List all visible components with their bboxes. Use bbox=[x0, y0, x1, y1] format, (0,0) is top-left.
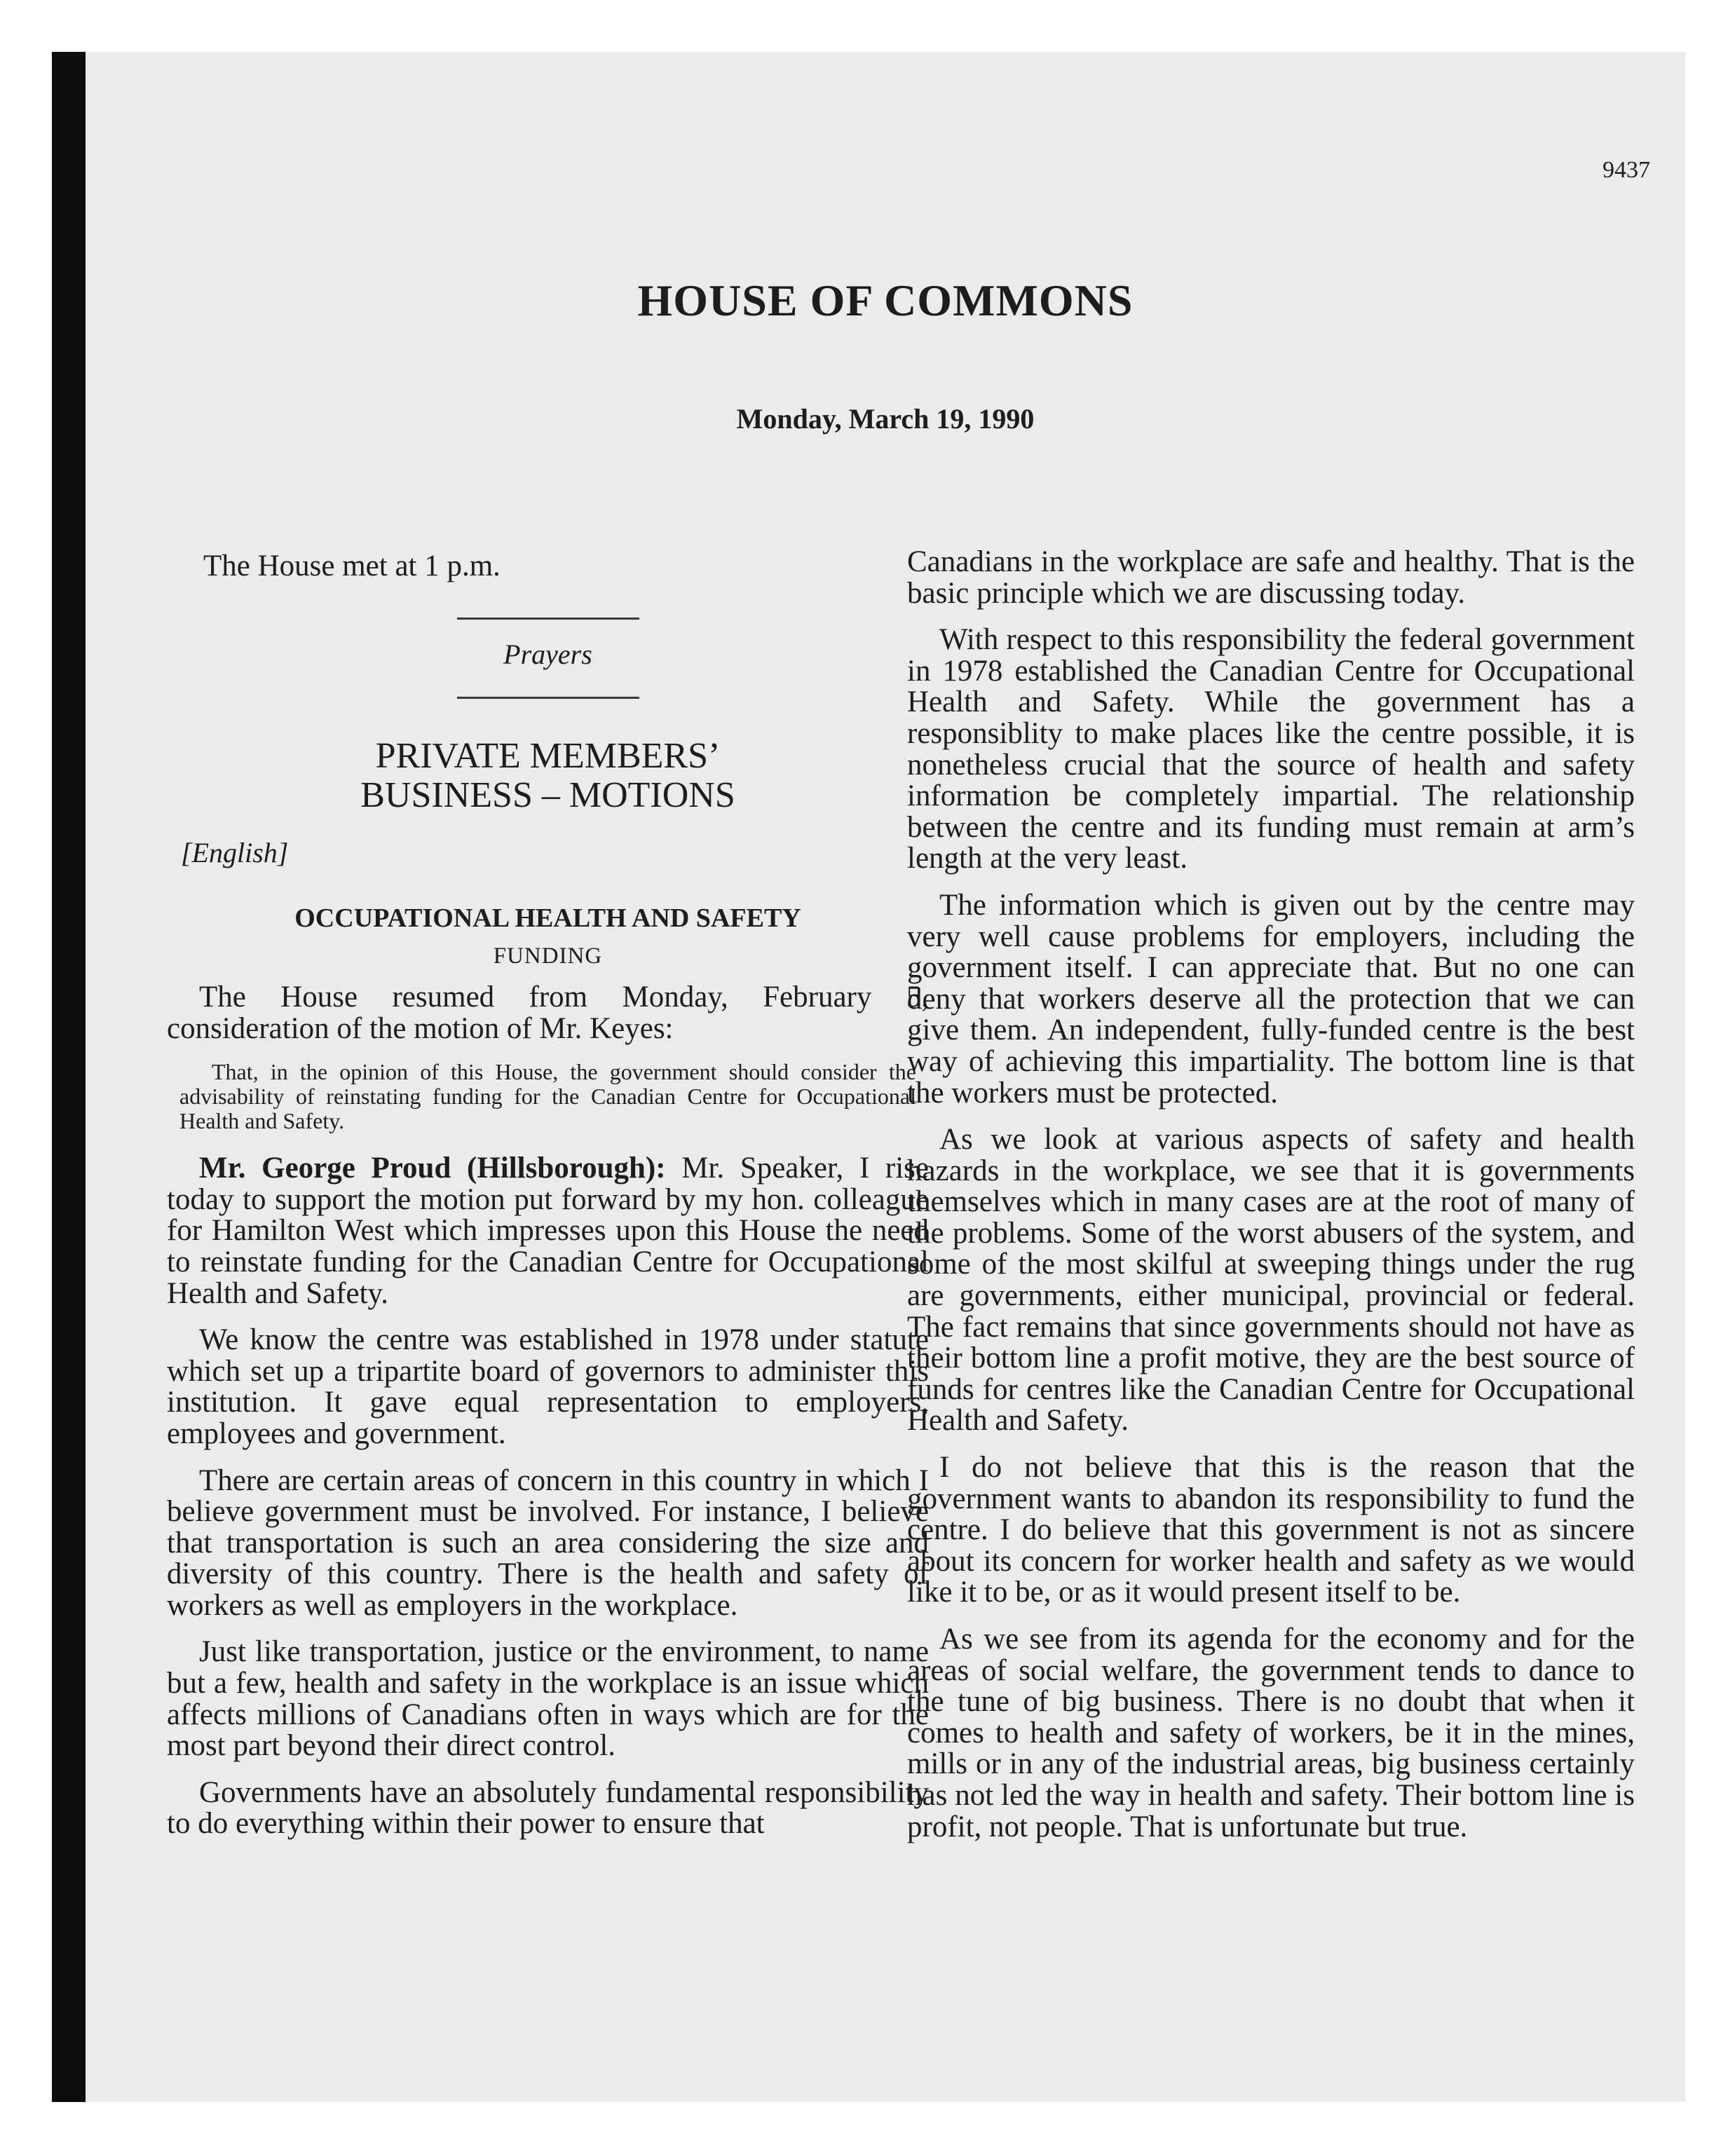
subject-subheading: FUNDING bbox=[493, 943, 603, 969]
speech-paragraph: Governments have an absolutely fundamental responsibility to do everything within their power to ensure that bbox=[167, 1775, 929, 1841]
speech-paragraph: With respect to this responsibility the federal government in 1978 established the Canadian Centre for Occupational Health and Safety. While the government has a responsiblity to make places like the centre possible, it is nonetheless crucial that the source of health and safety information be completely impartial. The relationship between the centre and its funding must remain at arm’s length at the very least. bbox=[907, 623, 1635, 875]
divider-rule bbox=[457, 697, 639, 699]
sitting-date: Monday, March 19, 1990 bbox=[736, 403, 1035, 435]
speech-paragraph: I do not believe that this is the reason that the government wants to abandon its responsibility to fund the centre. I do believe that this government is not as sincere about its concern for worker health and safety as we would like it to be, or as it would present itself to be. bbox=[907, 1451, 1635, 1609]
speech-paragraph: Just like transportation, justice or the environment, to name but a few, health and safety in the workplace is an issue which affects millions of Canadians often in ways which are for the most part beyond their direct control. bbox=[167, 1635, 929, 1763]
divider-rule bbox=[457, 618, 639, 620]
resumed-paragraph: The House resumed from Monday, February 5, consideration of the motion of Mr. Keyes: bbox=[167, 980, 929, 1045]
business-heading bbox=[167, 737, 929, 815]
business-heading-line: BUSINESS – MOTIONS bbox=[360, 775, 735, 816]
speech-paragraph: There are certain areas of concern in this country in which I believe government must be involved. For instance, I believe that transportation is such an area considering the size and diversity of this country. There is the health and safety of workers as well as employers in the workplace. bbox=[167, 1464, 929, 1622]
motion-text: That, in the opinion of this House, the government should consider the advisability of reinstating funding for the Canadian Centre for Occupational Health and Safety. bbox=[179, 1059, 916, 1134]
business-heading-line: PRIVATE MEMBERS’ bbox=[375, 736, 721, 777]
speech-paragraph: We know the centre was established in 1978 under statute which set up a tripartite board of governors to administer this institution. It gave equal representation to employers, employees and government. bbox=[167, 1323, 929, 1450]
masthead-title: HOUSE OF COMMONS bbox=[637, 275, 1134, 325]
prayers-heading: Prayers bbox=[503, 638, 592, 670]
subject-heading: OCCUPATIONAL HEALTH AND SAFETY bbox=[294, 903, 801, 933]
speech-paragraph: The information which is given out by the centre may very well cause problems for employers, including the government itself. I can appreciate that. But no one can deny that workers deserve all the protection that we can give them. An independent, fully-funded centre is the best way of achieving this impartiality. The bottom line is that the workers must be protected. bbox=[907, 888, 1635, 1110]
speech-text: Mr. Speaker, I rise today to support the motion put forward by my hon. colleague for Hamilton West which impresses upon this House the need to reinstate funding for the Canadian Centre for Occupational Health and Safety. bbox=[167, 1152, 929, 1310]
speaker-name: Mr. George Proud (Hillsborough): bbox=[199, 1152, 666, 1185]
speech-paragraph: As we see from its agenda for the economy and for the areas of social welfare, the government tends to dance to the tune of big business. There is no doubt that when it comes to health and safety of workers, be it in the mines, mills or in any of the industrial areas, big business certainly has not led the way in health and safety. Their bottom line is profit, not people. That is unfortunate but true. bbox=[907, 1623, 1635, 1843]
language-tag: [English] bbox=[181, 837, 289, 869]
binding-edge bbox=[52, 52, 86, 2102]
speech-paragraph: As we look at various aspects of safety and health hazards in the workplace, we see that it is governments themselves which in many cases are at the root of many of the problems. Some of the worst abusers of the system, and some of the most skilful at sweeping things under the rug are governments, either municipal, provincial or federal. The fact remains that since governments should not have as their bottom line a profit motive, they are the best source of funds for centres like the Canadian Centre for Occupational Health and Safety. bbox=[907, 1123, 1635, 1438]
speech-continuation: Canadians in the workplace are safe and healthy. That is the basic principle which we are discussing today. bbox=[907, 545, 1635, 610]
left-column bbox=[167, 551, 929, 1855]
hansard-page bbox=[52, 52, 1685, 2102]
speech-paragraph bbox=[167, 1153, 929, 1309]
right-column bbox=[907, 547, 1635, 1858]
house-met-line: The House met at 1 p.m. bbox=[203, 550, 501, 582]
page-number: 9437 bbox=[1603, 157, 1650, 183]
